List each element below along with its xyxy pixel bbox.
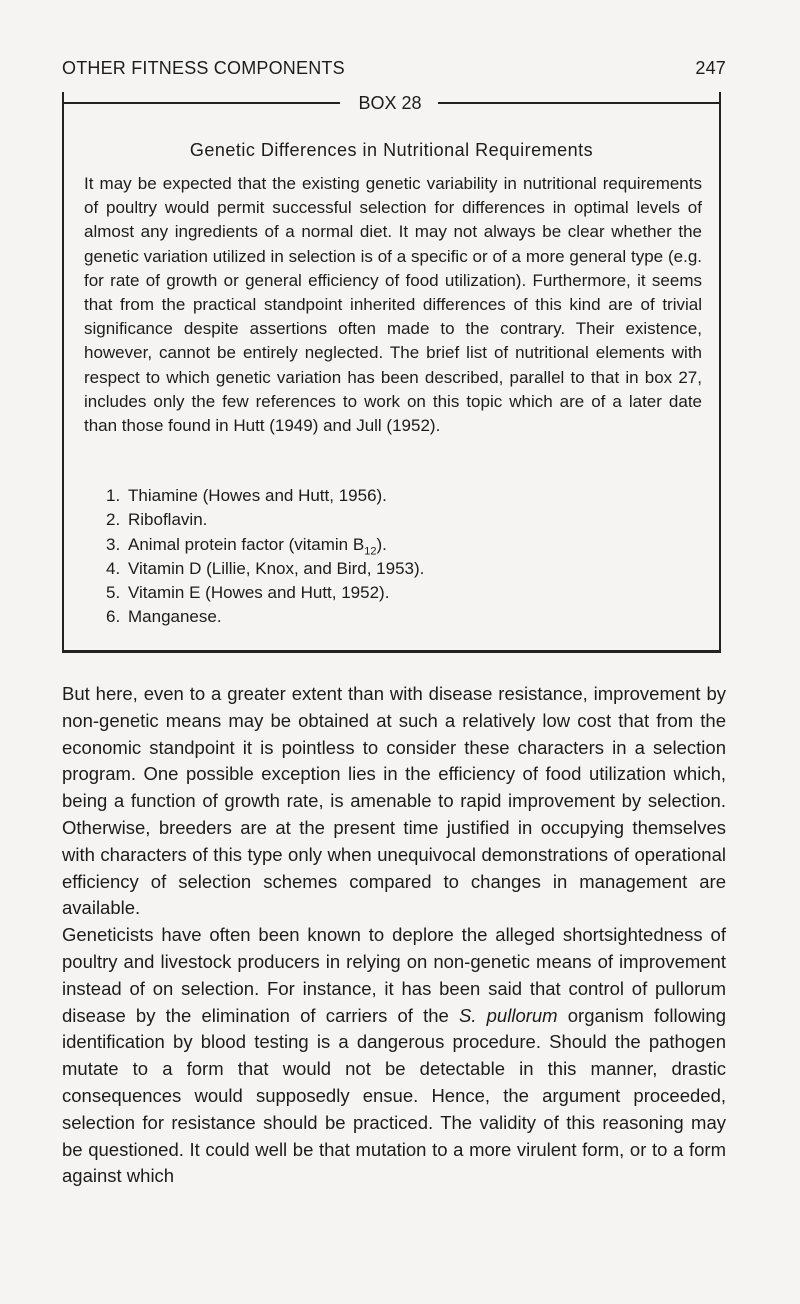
list-item-number: 6. [106, 607, 121, 627]
list-item [106, 557, 424, 581]
list-item [106, 605, 424, 629]
list-item [106, 533, 424, 557]
organism-name: S. pullorum [459, 1004, 558, 1026]
list-item-number: 4. [106, 558, 121, 578]
box-28 [62, 92, 721, 653]
body-paragraph-2-end: organism following identification by blood testing is a dangerous procedure. Should the pathogen mutate to a form that would not be detectable in this manner, drastic consequences would supposedly ensue. Hence, the argument proceeded, selection for resistance should be practiced. The validity of this reasoning may be questioned. It could well be that mutation to a more virulent form, or to a form against which [62, 1004, 726, 1187]
body-paragraph-2 [62, 922, 726, 1190]
list-item-text-main: Animal protein factor (vitamin B [128, 534, 365, 554]
box-paragraph: It may be expected that the existing genetic variability in nutritional requirements of poultry would permit successful selection for differences in optimal levels of almost any ingredients of a normal diet. It may not always be clear whether the genetic variation utilized in selection is of a specific or of a more general type (e.g. for rate of growth or general efficiency of food utilization). Furthermore, it seems that from the practical standpoint inherited differences of this kind are of trivial significance despite assertions often made to the contrary. Their existence, however, cannot be entirely neglected. The brief list of nutritional elements with respect to which genetic variation has been described, parallel to that in box 27, includes only the few references to work on this topic which are of a later date than those found in Hutt (1949) and Jull (1952). [84, 174, 702, 436]
box-top-rule-right [438, 102, 719, 104]
nutrient-list [106, 484, 424, 630]
body-paragraph-2-start: Geneticists have often been known to deplore the alleged shortsightedness of poultry and livestock producers in relying on non-genetic means of improvement instead of on selection. For instance, it has been said that control of pullorum disease by the elimination of carriers of the [62, 924, 726, 1026]
page-number: 247 [695, 58, 726, 78]
list-item-number: 1. [106, 486, 121, 505]
box-top-rule-left [64, 102, 340, 104]
list-item [106, 508, 424, 532]
list-item-text: Manganese. [128, 607, 222, 627]
running-head [62, 58, 726, 88]
body-text [62, 681, 726, 1190]
list-item-text: Vitamin E (Howes and Hutt, 1952). [128, 583, 390, 603]
body-paragraph-1: But here, even to a greater extent than with disease resistance, improvement by non-genetic means may be obtained at such a relatively low cost that from the economic standpoint it is pointless to consider these characters in a selection program. One possible exception lies in the efficiency of food utilization which, being a function of growth rate, is amenable to rapid improvement by selection. Otherwise, breeders are at the present time justified in occupying themselves with characters of this type only when unequivocal demonstrations of operational efficiency of selection schemes compared to changes in management are available. [62, 683, 726, 919]
list-item-text-end: ). [376, 534, 387, 554]
list-item-text [128, 534, 387, 557]
list-item-number: 5. [106, 583, 121, 603]
list-item-text: Thiamine (Howes and Hutt, 1956). [128, 486, 387, 505]
list-item-number: 3. [106, 534, 121, 554]
chapter-title: OTHER FITNESS COMPONENTS [62, 58, 345, 78]
list-item [106, 484, 424, 508]
box-label: BOX 28 [358, 93, 422, 113]
list-item [106, 581, 424, 605]
box-heading: Genetic Differences in Nutritional Requirements [189, 140, 594, 160]
list-item-text: Riboflavin. [128, 510, 208, 530]
list-item-number: 2. [106, 510, 121, 530]
list-item-text: Vitamin D (Lillie, Knox, and Bird, 1953). [128, 558, 425, 578]
vitamin-subscript: 12 [364, 544, 377, 557]
